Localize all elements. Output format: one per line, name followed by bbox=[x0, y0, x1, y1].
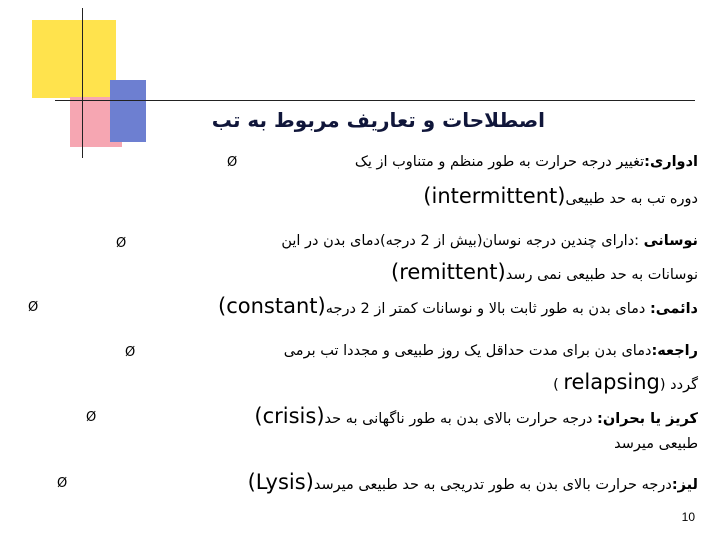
paren-open: ( bbox=[659, 377, 666, 393]
item-text: درجه حرارت بالای بدن به طور ناگهانی به حد bbox=[324, 411, 598, 427]
bullet-arrow-icon: Ø bbox=[125, 345, 136, 360]
slide-title: اصطلاحات و تعاریف مربوط به تب bbox=[211, 108, 545, 132]
item-term: راجعه: bbox=[651, 343, 698, 359]
item-crisis-line1 bbox=[254, 406, 698, 427]
item-text-cont: نوسانات به حد طبیعی نمی رسد bbox=[505, 267, 698, 283]
item-term: کریز یا بحران: bbox=[597, 411, 698, 427]
item-text-cont: دوره تب به حد طبیعی bbox=[565, 191, 698, 207]
page-number: 10 bbox=[681, 510, 695, 524]
item-term: ادواری: bbox=[644, 154, 698, 170]
bullet-arrow-icon: Ø bbox=[227, 155, 238, 170]
item-text-cont: طبیعی میرسد bbox=[614, 436, 698, 452]
item-text: درجه حرارت بالای بدن به طور تدریجی به حد طبیعی میرسد bbox=[313, 477, 672, 493]
item-text: دمای بدن به طور ثابت بالا و نوسانات کمتر از 2 درجه bbox=[325, 301, 650, 317]
paren-close: ) bbox=[553, 377, 559, 393]
item-term: نوسانی bbox=[643, 233, 698, 249]
item-crisis-line2 bbox=[614, 437, 698, 452]
item-text: دمای بدن برای مدت حداقل یک روز طبیعی و مجددا تب برمی bbox=[283, 343, 652, 359]
item-lysis-line1 bbox=[248, 472, 698, 493]
item-latin-term: (remittent) bbox=[391, 260, 506, 284]
item-text: تغییر درجه حرارت به طور منظم و متناوب از یک bbox=[354, 154, 645, 170]
bullet-arrow-icon: Ø bbox=[116, 236, 127, 251]
item-relapsing-line1 bbox=[284, 344, 698, 359]
decor-blue-square bbox=[110, 80, 146, 142]
item-term: دائمی: bbox=[649, 301, 698, 317]
item-latin-term: relapsing bbox=[563, 370, 660, 394]
bullet-arrow-icon: Ø bbox=[28, 300, 39, 315]
item-latin-term: (intermittent) bbox=[423, 184, 566, 208]
decor-vertical-line bbox=[82, 8, 83, 158]
item-constant-line1 bbox=[218, 296, 698, 317]
item-latin-term: (Lysis) bbox=[247, 470, 314, 494]
bullet-arrow-icon: Ø bbox=[57, 476, 68, 491]
item-remittent-line1 bbox=[281, 234, 698, 249]
bullet-arrow-icon: Ø bbox=[86, 410, 97, 425]
item-intermittent-line1 bbox=[355, 155, 698, 170]
item-text-cont: گردد bbox=[670, 377, 698, 393]
item-latin-term: (crisis) bbox=[254, 404, 325, 428]
item-intermittent-line2 bbox=[423, 186, 698, 207]
decor-horizontal-line bbox=[55, 100, 695, 101]
item-latin-term: (constant) bbox=[218, 294, 326, 318]
item-term: لیز: bbox=[671, 477, 698, 493]
item-remittent-line2 bbox=[391, 262, 698, 283]
item-relapsing-line2 bbox=[553, 372, 698, 393]
decor-yellow-square bbox=[32, 20, 116, 98]
item-text: :دارای چندین درجه نوسان(بیش از 2 درجه)دمای بدن در این bbox=[281, 233, 644, 249]
